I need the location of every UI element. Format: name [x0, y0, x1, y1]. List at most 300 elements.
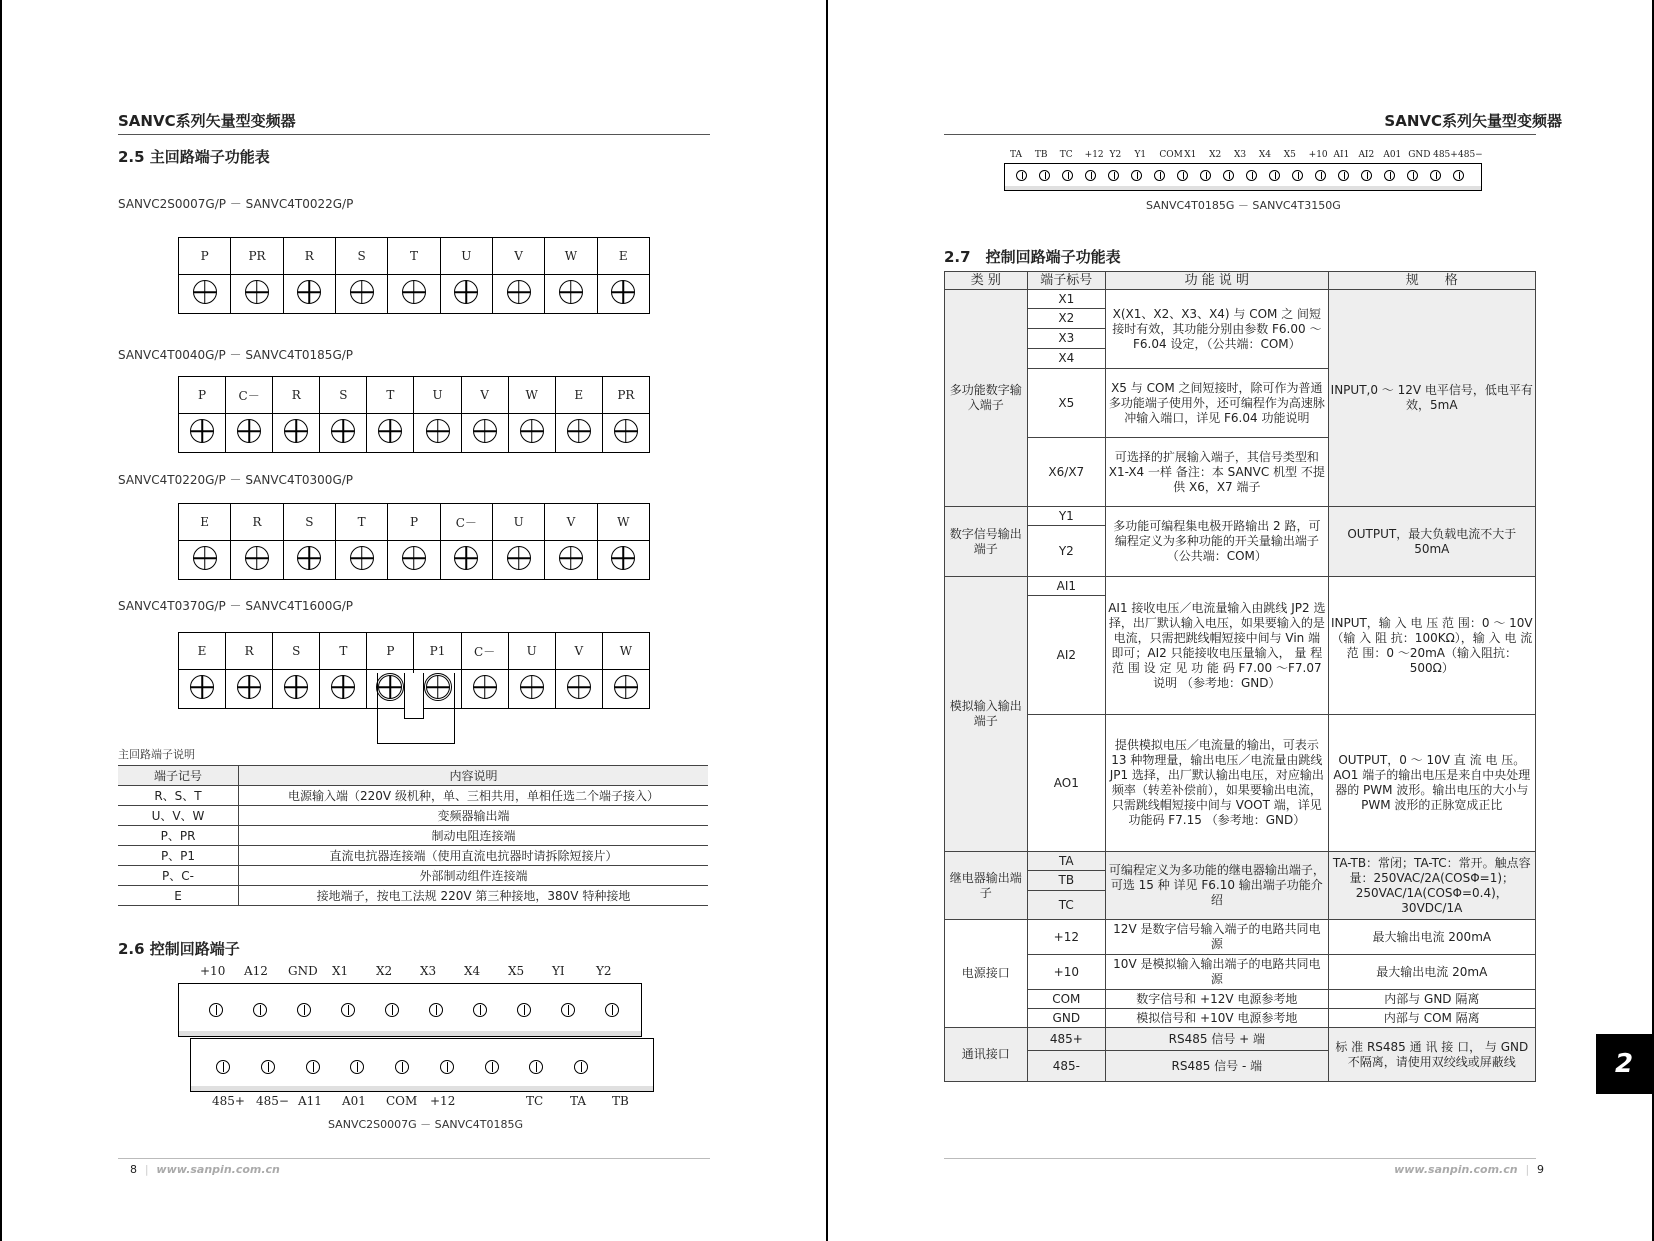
function-cell: RS485 信号 - 端	[1106, 1051, 1329, 1082]
screw-icon	[429, 1003, 443, 1017]
terminal-screw-icon	[331, 675, 355, 699]
terminal-screw	[414, 414, 461, 453]
terminal-label: E	[555, 377, 602, 414]
terminal-label: YI	[552, 964, 565, 978]
right-page	[828, 0, 1654, 1241]
terminal-screw	[545, 275, 597, 314]
table-row	[118, 826, 708, 846]
model-range-4: SANVC4T0370G/P － SANVC4T1600G/P	[118, 599, 354, 613]
table-row	[945, 955, 1536, 990]
terminal-screw	[602, 414, 649, 453]
terminal-label: V	[492, 238, 544, 275]
footer-rule	[118, 1158, 710, 1159]
terminal-screw	[461, 670, 508, 709]
terminal-cell: X5	[1027, 369, 1106, 438]
terminal-screw	[231, 275, 283, 314]
terminal-screw-icon	[507, 280, 531, 304]
category-cell: 通讯接口	[945, 1028, 1028, 1082]
description-cell: 外部制动组件连接端	[239, 866, 709, 886]
terminal-label: V	[555, 633, 602, 670]
terminal-label: GND	[1408, 150, 1431, 160]
p-p1-jumper-inner	[404, 673, 424, 719]
terminal-label: TA	[1010, 150, 1023, 160]
terminal-label: C－	[461, 633, 508, 670]
terminal-label: +12	[430, 1094, 456, 1108]
terminal-cell: Y2	[1027, 526, 1106, 577]
terminal-label: U	[440, 238, 492, 275]
terminal-cell: 485-	[1027, 1051, 1106, 1082]
category-cell: 多功能数字输入端子	[945, 290, 1028, 507]
terminal-label: X3	[1234, 150, 1247, 160]
screw-icon	[1108, 170, 1119, 181]
function-cell: 12V 是数字信号输入端子的电路共同电源	[1106, 920, 1329, 955]
terminal-screw-icon	[245, 280, 269, 304]
terminal-label: PR	[231, 238, 283, 275]
main-terminal-caption: 主回路端子说明	[118, 748, 195, 761]
terminal-cell: Y1	[1027, 507, 1106, 526]
model-range-2: SANVC4T0040G/P － SANVC4T0185G/P	[118, 348, 354, 362]
terminal-label: +12	[1084, 150, 1104, 160]
terminal-label: 485−	[1458, 150, 1483, 160]
header-cell: 内容说明	[239, 766, 709, 786]
screw-icon	[574, 1060, 588, 1074]
table-row	[945, 577, 1536, 596]
terminal-label: P	[179, 238, 231, 275]
table-row	[945, 507, 1536, 526]
terminal-screw	[226, 670, 273, 709]
screw-icon	[395, 1060, 409, 1074]
terminal-label: R	[273, 377, 320, 414]
terminal-screw-icon	[237, 419, 261, 443]
terminal-screw	[226, 414, 273, 453]
table-row	[945, 1028, 1536, 1051]
terminal-label: S	[273, 633, 320, 670]
terminal-label: R	[283, 238, 335, 275]
terminal-screw-icon	[402, 280, 426, 304]
screw-icon	[1177, 170, 1188, 181]
terminal-screw-icon	[284, 419, 308, 443]
screw-icon	[216, 1060, 230, 1074]
left-footer: 8 | www.sanpin.com.cn	[130, 1163, 280, 1176]
terminal-screw	[508, 670, 555, 709]
terminal-label: R	[226, 633, 273, 670]
header-category: 类 别	[945, 272, 1028, 290]
screw-icon	[1407, 170, 1418, 181]
terminal-screw	[367, 414, 414, 453]
terminal-screw	[597, 541, 649, 580]
screw-icon	[485, 1060, 499, 1074]
terminal-screw	[492, 275, 544, 314]
terminal-screw	[508, 414, 555, 453]
terminal-screw-icon	[426, 419, 450, 443]
table-row	[118, 846, 708, 866]
screw-icon	[517, 1003, 531, 1017]
terminal-cell: +10	[1027, 955, 1106, 990]
page-header: SANVC系列矢量型变频器	[1384, 112, 1562, 130]
screw-icon	[297, 1003, 311, 1017]
terminal-symbol-cell: P、P1	[118, 846, 239, 866]
function-cell: AI1 接收电压／电流量输入由跳线 JP2 选择，出厂默认输入电压，如果要输入的是电流，只需把跳线帽短接中间与 Vin 端即可；AI2 只能接收电压量输入， 量 程 范 围 设 定 见 功 能 码 F7.00 ～F7.07 说明 （参考地：GND）	[1106, 577, 1329, 715]
terminal-label: P1	[414, 633, 461, 670]
header-rule	[118, 134, 710, 135]
terminal-screw-icon	[614, 675, 638, 699]
terminal-screw-icon	[190, 675, 214, 699]
terminal-screw-icon	[297, 546, 321, 570]
header-function: 功 能 说 明	[1106, 272, 1329, 290]
spec-cell: OUTPUT，0 ～ 10V 直 流 电 压。AO1 端子的输出电压是来自中央处理器的 PWM 波形。输出电压的大小与 PWM 波形的正脉宽成正比	[1328, 715, 1535, 852]
terminal-label: T	[367, 377, 414, 414]
control-top-screws	[209, 1003, 619, 1017]
terminal-screw-icon	[245, 546, 269, 570]
screw-icon	[1269, 170, 1280, 181]
terminal-cell: X3	[1027, 329, 1106, 349]
terminal-screw	[388, 541, 440, 580]
header-rule	[944, 134, 1536, 135]
terminal-label: TB	[612, 1094, 629, 1108]
terminal-label: X1	[332, 964, 349, 978]
terminal-screw	[335, 275, 387, 314]
terminal-label: P	[179, 377, 226, 414]
terminal-screw	[602, 670, 649, 709]
footer-url[interactable]: www.sanpin.com.cn	[156, 1163, 280, 1176]
screw-icon	[350, 1060, 364, 1074]
terminal-screw	[555, 670, 602, 709]
screw-icon	[529, 1060, 543, 1074]
category-cell: 电源接口	[945, 920, 1028, 1028]
terminal-screw	[273, 670, 320, 709]
terminal-screw-icon	[402, 546, 426, 570]
terminal-label: X1	[1184, 150, 1197, 160]
terminal-screw	[545, 541, 597, 580]
spec-cell: 内部与 GND 隔离	[1328, 990, 1535, 1009]
terminal-label: Y1	[1134, 150, 1147, 160]
terminal-screw	[283, 541, 335, 580]
terminal-label: T	[388, 238, 440, 275]
function-cell: 可编程定义为多功能的继电器输出端子，可选 15 种 详见 F6.10 输出端子功能介绍	[1106, 852, 1329, 920]
description-cell: 直流电抗器连接端（使用直流电抗器时请拆除短接片）	[239, 846, 709, 866]
terminal-screw-icon	[454, 546, 478, 570]
terminal-label: E	[597, 238, 649, 275]
terminal-label: Y2	[1109, 150, 1122, 160]
control-terminal-function-table	[944, 271, 1536, 1082]
strip-terminal-screws	[1016, 170, 1464, 181]
left-page	[0, 0, 826, 1241]
terminal-label: AI2	[1358, 150, 1375, 160]
table-row	[118, 886, 708, 906]
terminal-screw	[179, 414, 226, 453]
terminal-symbol-cell: U、V、W	[118, 806, 239, 826]
terminal-label: GND	[288, 964, 318, 978]
terminal-screw-icon	[297, 280, 321, 304]
chapter-tab[interactable]: 2	[1596, 1034, 1652, 1094]
terminal-label: 485−	[256, 1094, 289, 1108]
screw-icon	[1131, 170, 1142, 181]
screw-icon	[209, 1003, 223, 1017]
page-number: 8	[130, 1163, 137, 1176]
terminal-label: +10	[200, 964, 226, 978]
screw-icon	[1338, 170, 1349, 181]
terminal-cell: TB	[1027, 871, 1106, 891]
control-diagram-caption: SANVC2S0007G － SANVC4T0185G	[328, 1118, 524, 1131]
screw-icon	[1062, 170, 1073, 181]
terminal-label: PR	[602, 377, 649, 414]
terminal-screw-icon	[190, 419, 214, 443]
terminal-label: U	[414, 377, 461, 414]
terminal-screw	[555, 414, 602, 453]
terminal-cell: X4	[1027, 349, 1106, 369]
terminal-label: U	[508, 633, 555, 670]
terminal-label: COM	[386, 1094, 418, 1108]
terminal-screw-icon	[567, 675, 591, 699]
screw-icon	[1039, 170, 1050, 181]
terminal-screw	[492, 541, 544, 580]
header-terminal: 端子标号	[1027, 272, 1106, 290]
screw-icon	[1384, 170, 1395, 181]
function-cell: X5 与 COM 之间短接时，除可作为普通多功能端子使用外，还可编程作为高速脉冲输入端口，详见 F6.04 功能说明	[1106, 369, 1329, 438]
terminal-screw-icon	[520, 419, 544, 443]
screw-icon	[1246, 170, 1257, 181]
terminal-label: S	[335, 238, 387, 275]
terminal-label: W	[545, 238, 597, 275]
terminal-label: C－	[440, 504, 492, 541]
screw-icon	[1430, 170, 1441, 181]
terminal-cell: AO1	[1027, 715, 1106, 852]
control-bottom-labels	[190, 1094, 650, 1114]
table-header-row	[118, 766, 708, 786]
terminal-label: A01	[342, 1094, 366, 1108]
strip-terminal-labels	[1010, 150, 1482, 164]
table-row	[945, 920, 1536, 955]
section-title-2-6: 2.6 控制回路端子	[118, 940, 240, 958]
category-cell: 数字信号输出端子	[945, 507, 1028, 577]
screw-icon	[1453, 170, 1464, 181]
description-cell: 制动电阻连接端	[239, 826, 709, 846]
table-row	[118, 866, 708, 886]
terminal-screw	[388, 275, 440, 314]
terminal-screw-icon	[611, 546, 635, 570]
terminal-label: A01	[1383, 150, 1402, 160]
screw-icon	[1016, 170, 1027, 181]
terminal-cell: X2	[1027, 309, 1106, 329]
section-title-2-7: 2.7 控制回路端子功能表	[944, 248, 1121, 266]
terminal-screw	[335, 541, 387, 580]
terminal-label: X3	[420, 964, 437, 978]
spec-cell: 标 准 RS485 通 讯 接 口， 与 GND 不隔离，请使用双绞线或屏蔽线	[1328, 1028, 1535, 1082]
terminal-label: X2	[376, 964, 393, 978]
table-header-row	[945, 272, 1536, 290]
terminal-screw	[283, 275, 335, 314]
terminal-label: U	[492, 504, 544, 541]
description-cell: 电源输入端（220V 级机种，单、三相共用，单相任选二个端子接入）	[239, 786, 709, 806]
spec-cell: TA-TB：常闭；TA-TC：常开。触点容量：250VAC/2A(COSΦ=1)；250VAC/1A(COSΦ=0.4)，30VDC/1A	[1328, 852, 1535, 920]
spec-cell: 最大输出电流 200mA	[1328, 920, 1535, 955]
terminal-label: C－	[226, 377, 273, 414]
terminal-label: TA	[570, 1094, 587, 1108]
terminal-screw-icon	[350, 280, 374, 304]
terminal-screw-icon	[378, 419, 402, 443]
terminal-label: AI1	[1333, 150, 1350, 160]
terminal-screw-icon	[454, 280, 478, 304]
terminal-screw	[273, 414, 320, 453]
terminal-cell: +12	[1027, 920, 1106, 955]
terminal-screw	[320, 670, 367, 709]
terminal-grid-3	[178, 503, 650, 580]
screw-icon	[1223, 170, 1234, 181]
terminal-screw	[231, 541, 283, 580]
terminal-label: S	[283, 504, 335, 541]
strip-caption: SANVC4T0185G － SANVC4T3150G	[1146, 199, 1341, 212]
terminal-label: W	[508, 377, 555, 414]
terminal-screw-icon	[237, 675, 261, 699]
screw-icon	[1200, 170, 1211, 181]
description-cell: 接地端子，按电工法规 220V 第三种接地，380V 特种接地	[239, 886, 709, 906]
terminal-label: 485+	[1433, 150, 1458, 160]
screw-icon	[385, 1003, 399, 1017]
spec-cell: OUTPUT，最大负载电流不大于 50mA	[1328, 507, 1535, 577]
terminal-label: TC	[1059, 150, 1073, 160]
function-cell: 数字信号和 +12V 电源参考地	[1106, 990, 1329, 1009]
function-cell: 模拟信号和 +10V 电源参考地	[1106, 1009, 1329, 1028]
function-cell: RS485 信号 + 端	[1106, 1028, 1329, 1051]
spec-cell: 内部与 COM 隔离	[1328, 1009, 1535, 1028]
terminal-symbol-cell: R、S、T	[118, 786, 239, 806]
spec-cell: INPUT,0 ～ 12V 电平信号，低电平有效，5mA	[1328, 290, 1535, 507]
terminal-label: X5	[1283, 150, 1296, 160]
model-range-1: SANVC2S0007G/P － SANVC4T0022G/P	[118, 197, 354, 211]
spec-cell: INPUT，输 入 电 压 范 围：0 ～ 10V（输 入 阻 抗：100KΩ），输 入 电 流 范 围：0 ～20mA（输入阻抗：500Ω）	[1328, 577, 1535, 715]
terminal-cell: AI1	[1027, 577, 1106, 596]
terminal-label: E	[179, 633, 226, 670]
screw-icon	[440, 1060, 454, 1074]
terminal-cell: AI2	[1027, 596, 1106, 715]
footer-url[interactable]: www.sanpin.com.cn	[1394, 1163, 1518, 1176]
terminal-label: T	[320, 633, 367, 670]
terminal-label: X5	[508, 964, 525, 978]
terminal-cell: TA	[1027, 852, 1106, 871]
header-spec: 规 格	[1328, 272, 1535, 290]
screw-icon	[1361, 170, 1372, 181]
terminal-screw-icon	[473, 419, 497, 443]
page-number: 9	[1537, 1163, 1544, 1176]
terminal-label: Y2	[596, 964, 612, 978]
terminal-label: 485+	[212, 1094, 245, 1108]
terminal-screw-icon	[350, 546, 374, 570]
terminal-screw-icon	[611, 280, 635, 304]
terminal-label: S	[320, 377, 367, 414]
terminal-screw	[179, 275, 231, 314]
control-top-labels	[178, 964, 638, 984]
terminal-screw-icon	[193, 546, 217, 570]
screw-icon	[253, 1003, 267, 1017]
terminal-label: +10	[1308, 150, 1328, 160]
function-cell: 可选择的扩展输入端子，其信号类型和 X1-X4 一样 备注：本 SANVC 机型 不提供 X6，X7 端子	[1106, 438, 1329, 507]
spec-cell: 最大输出电流 20mA	[1328, 955, 1535, 990]
terminal-label: E	[179, 504, 231, 541]
header-cell: 端子记号	[118, 766, 239, 786]
terminal-label: COM	[1159, 150, 1183, 160]
terminal-screw	[320, 414, 367, 453]
terminal-label: A12	[244, 964, 268, 978]
right-footer: www.sanpin.com.cn | 9	[1394, 1163, 1544, 1176]
screw-icon	[261, 1060, 275, 1074]
terminal-label: V	[545, 504, 597, 541]
terminal-grid-2	[178, 376, 650, 453]
screw-icon	[1085, 170, 1096, 181]
terminal-cell: X6/X7	[1027, 438, 1106, 507]
terminal-screw-icon	[614, 419, 638, 443]
terminal-cell: TC	[1027, 891, 1106, 920]
terminal-label: A11	[298, 1094, 322, 1108]
terminal-label: P	[367, 633, 414, 670]
terminal-label: P	[388, 504, 440, 541]
screw-icon	[1154, 170, 1165, 181]
footer-rule	[944, 1158, 1536, 1159]
screw-icon	[1315, 170, 1326, 181]
terminal-cell: COM	[1027, 990, 1106, 1009]
table-row	[945, 1009, 1536, 1028]
terminal-label: TB	[1034, 150, 1048, 160]
function-cell: 10V 是模拟输入输出端子的电路共同电源	[1106, 955, 1329, 990]
table-row	[945, 715, 1536, 852]
terminal-screw-icon	[284, 675, 308, 699]
terminal-grid-1	[178, 237, 650, 314]
screw-icon	[473, 1003, 487, 1017]
table-row	[945, 990, 1536, 1009]
screw-icon	[341, 1003, 355, 1017]
terminal-label: T	[335, 504, 387, 541]
terminal-screw-icon	[559, 280, 583, 304]
terminal-screw	[461, 414, 508, 453]
terminal-screw-icon	[193, 280, 217, 304]
terminal-screw	[179, 670, 226, 709]
terminal-symbol-cell: E	[118, 886, 239, 906]
category-cell: 继电器输出端子	[945, 852, 1028, 920]
description-cell: 变频器输出端	[239, 806, 709, 826]
table-row	[118, 786, 708, 806]
terminal-screw-icon	[520, 675, 544, 699]
terminal-screw-icon	[567, 419, 591, 443]
control-bottom-screws	[216, 1060, 588, 1074]
page-header: SANVC系列矢量型变频器	[118, 112, 296, 130]
terminal-screw	[179, 541, 231, 580]
function-cell: 多功能可编程集电极开路输出 2 路，可编程定义为多种功能的开关量输出端子 （公共端：COM）	[1106, 507, 1329, 577]
terminal-cell: 485+	[1027, 1028, 1106, 1051]
terminal-screw	[597, 275, 649, 314]
function-cell: 提供模拟电压／电流量的输出，可表示 13 种物理量，输出电压／电流量由跳线 JP1 选择，出厂默认输出电压，对应输出频率（转差补偿前），如果要输出电流，只需跳线帽短接中间与 VOOT 端，详见功能码 F7.15 （参考地：GND）	[1106, 715, 1329, 852]
section-title-2-5: 2.5 主回路端子功能表	[118, 148, 270, 166]
terminal-label: W	[597, 504, 649, 541]
terminal-screw-icon	[473, 675, 497, 699]
terminal-screw	[440, 541, 492, 580]
model-range-3: SANVC4T0220G/P － SANVC4T0300G/P	[118, 473, 354, 487]
table-row	[118, 806, 708, 826]
screw-icon	[605, 1003, 619, 1017]
terminal-screw-icon	[507, 546, 531, 570]
terminal-screw-icon	[559, 546, 583, 570]
table-row	[945, 290, 1536, 309]
terminal-label: R	[231, 504, 283, 541]
terminal-cell: X1	[1027, 290, 1106, 309]
category-cell: 模拟输入输出端子	[945, 577, 1028, 852]
table-row	[945, 852, 1536, 871]
terminal-label: X2	[1209, 150, 1222, 160]
terminal-label: TC	[526, 1094, 544, 1108]
terminal-label: W	[602, 633, 649, 670]
terminal-screw-icon	[331, 419, 355, 443]
terminal-screw	[440, 275, 492, 314]
terminal-label: X4	[464, 964, 481, 978]
screw-icon	[306, 1060, 320, 1074]
